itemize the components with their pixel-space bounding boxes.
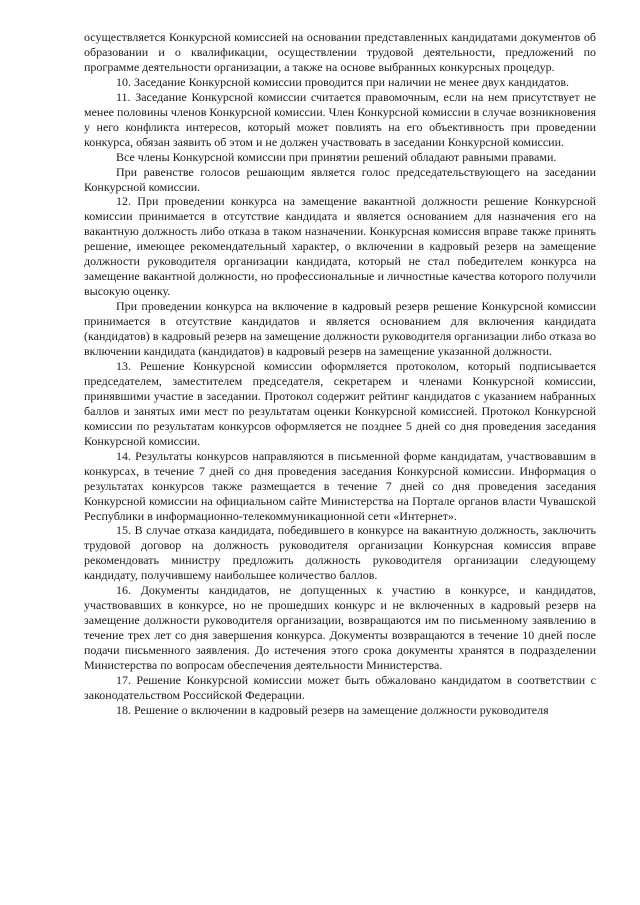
document-body (84, 30, 596, 718)
paragraph-9-continuation: осуществляется Конкурсной комиссией на основании представленных кандидатами документов об образовании и о квалификации, осуществлении трудовой деятельности, предложений по программе деятельности организации, а также на основе выбранных конкурсных процедур. (84, 30, 596, 74)
paragraph-13: 13. Решение Конкурсной комиссии оформляется протоколом, который подписывается председателем, заместителем председателя, секретарем и членами Конкурсной комиссии, принявшими участие в заседании. Протокол содержит рейтинг кандидатов с указанием набранных баллов и занятых ими мест по результатам оценки Конкурсной комиссией. Протокол Конкурсной комиссии по результатам конкурсов оформляется не позднее 5 дней со дня проведения заседания Конкурсной комиссии. (84, 358, 596, 448)
paragraph-16: 16. Документы кандидатов, не допущенных к участию в конкурсе, и кандидатов, участвовавших в конкурсе, но не прошедших конкурс и не включенных в кадровый резерв на замещение должности руководителя организации, возвращаются им по письменному заявлению в течение трех лет со дня завершения конкурса. Документы возвращаются в течение 10 дней после подачи письменного заявления. До истечения этого срока документы хранятся в подразделении Министерства по вопросам обеспечения деятельности Министерства. (84, 583, 596, 673)
paragraph-14: 14. Результаты конкурсов направляются в письменной форме кандидатам, участвовавшим в конкурсах, в течение 7 дней со дня проведения заседания Конкурсной комиссии. Информация о результатах конкурсов также размещается в течение 7 дней со дня проведения заседания Конкурсной комиссии на официальном сайте Министерства на Портале органов власти Чувашской Республики в информационно-телекоммуникационной сети «Интернет». (84, 448, 596, 523)
paragraph-11-equal-rights: Все члены Конкурсной комиссии при принятии решений обладают равными правами. (116, 149, 557, 164)
paragraph-11-tie-vote: При равенстве голосов решающим является голос председательствующего на заседании Конкурсной комиссии. (84, 164, 596, 194)
paragraph-17: 17. Решение Конкурсной комиссии может быть обжаловано кандидатом в соответствии с законодательством Российской Федерации. (84, 672, 596, 702)
paragraph-10: 10. Заседание Конкурсной комиссии проводится при наличии не менее двух кандидатов. (116, 74, 570, 89)
paragraph-15: 15. В случае отказа кандидата, победившего в конкурсе на вакантную должность, заключить трудовой договор на должность руководителя организации Конкурсная комиссия вправе рекомендовать министру предложить должность руководителя организации следующему кандидату, получившему наибольшее количество баллов. (84, 523, 596, 583)
paragraph-12-reserve: При проведении конкурса на включение в кадровый резерв решение Конкурсной комиссии принимается в отсутствие кандидатов и является основанием для включения кандидата (кандидатов) в кадровый резерв на замещение должности руководителя организации либо отказа во включении кандидата (кандидатов) в кадровый резерв на замещение указанной должности. (84, 299, 596, 359)
paragraph-18: 18. Решение о включении в кадровый резерв на замещение должности руководителя (116, 702, 549, 717)
paragraph-12: 12. При проведении конкурса на замещение вакантной должности решение Конкурсной комиссии принимается в отсутствие кандидата и является основанием для назначения его на вакантную должность либо отказа в таком назначении. Конкурсная комиссия вправе также принять решение, имеющее рекомендательный характер, о включении в кадровый резерв на замещение должности руководителя организации кандидата, который не стал победителем конкурса на замещение вакантной должности, но профессиональные и личностные качества которого получили высокую оценку. (84, 194, 596, 299)
paragraph-11: 11. Заседание Конкурсной комиссии считается правомочным, если на нем присутствует не менее половины членов Конкурсной комиссии. Член Конкурсной комиссии в случае возникновения у него конфликта интересов, который может повлиять на его объективность при проведении конкурса, обязан заявить об этом и не должен участвовать в заседании Конкурсной комиссии. (84, 89, 596, 149)
